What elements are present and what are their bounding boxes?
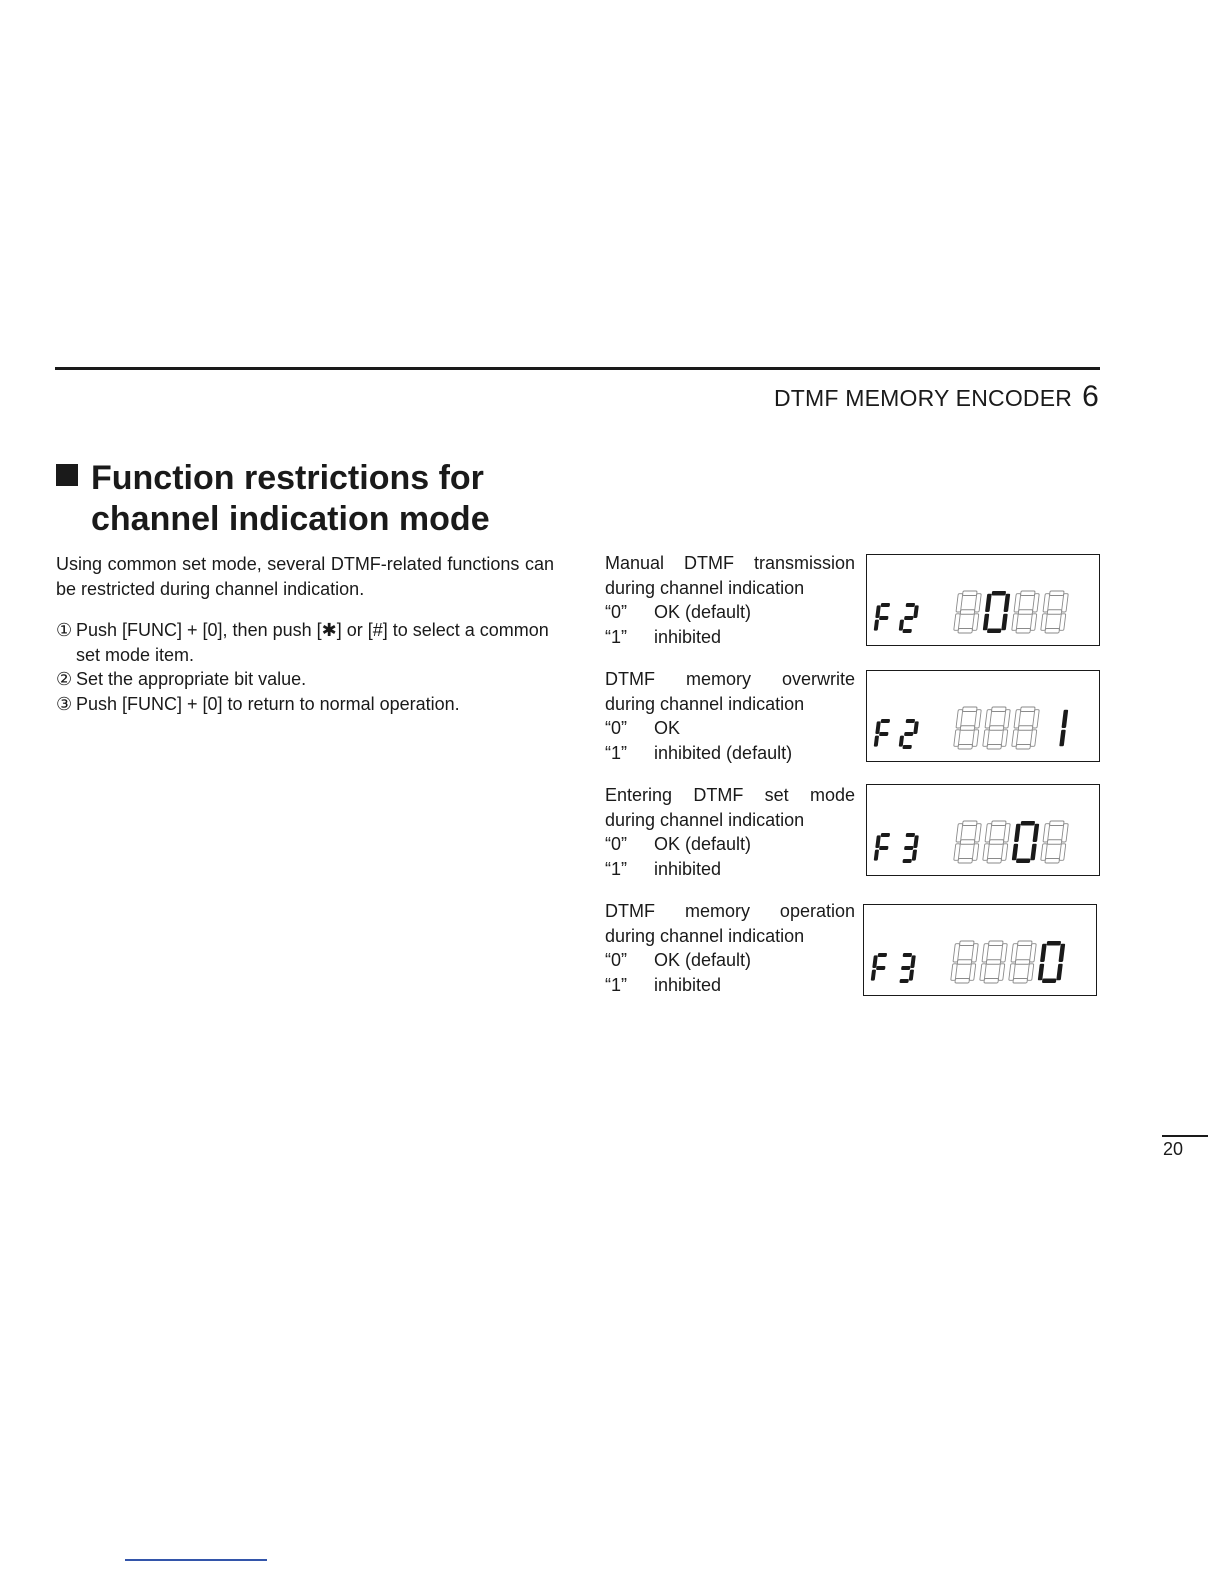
option-label: inhibited (default)	[654, 742, 793, 763]
lcd-graphic	[867, 671, 1099, 761]
segment-lower-right	[1030, 614, 1037, 631]
segment-top	[881, 833, 890, 837]
lcd-display	[863, 904, 1097, 996]
item-option	[605, 948, 855, 973]
chapter-number: 6	[1082, 380, 1099, 413]
segment-upper-left	[985, 594, 992, 612]
segment-bottom	[1045, 629, 1060, 634]
segment-upper-left	[985, 824, 992, 842]
segment-middle	[1047, 840, 1062, 845]
lcd-digit	[1008, 941, 1036, 983]
step-1	[56, 618, 556, 667]
segment-upper-right	[975, 710, 982, 728]
segment-top	[1021, 707, 1036, 712]
segment-upper-left	[1011, 944, 1018, 962]
option-label: OK (default)	[654, 602, 752, 622]
square-bullet-icon	[56, 464, 78, 486]
option-label: inhibited	[654, 626, 722, 647]
segment-top	[881, 603, 890, 607]
segment-upper-right	[913, 605, 919, 618]
segment-lower-left	[899, 736, 904, 747]
segment-lower-left	[983, 844, 990, 861]
lcd-digit	[1040, 821, 1068, 863]
item-option	[605, 857, 855, 882]
option-label: OK (default)	[654, 834, 752, 854]
lcd-graphic	[867, 785, 1099, 875]
segment-bottom	[987, 629, 1002, 634]
segment-lower-left	[1038, 964, 1045, 981]
lcd-digit	[1011, 591, 1039, 633]
segment-top	[1021, 591, 1036, 596]
segment-upper-left	[982, 944, 989, 962]
segment-top	[906, 833, 915, 837]
step-text: Push [FUNC] + [0], then push [✱] or [#] to select a common set mode item.	[76, 620, 549, 665]
segment-upper-left	[1014, 824, 1021, 842]
lcd-digit	[898, 719, 919, 749]
item-option	[605, 625, 855, 650]
segment-middle	[960, 726, 975, 731]
lcd-digit	[979, 941, 1007, 983]
segment-middle	[989, 726, 1004, 731]
segment-upper-right	[1062, 594, 1069, 612]
step-3	[56, 692, 556, 717]
segment-middle	[986, 960, 1001, 965]
item-option	[605, 741, 855, 766]
segment-lower-left	[954, 730, 961, 747]
segment-middle	[1018, 726, 1033, 731]
segment-upper-right	[1004, 594, 1011, 612]
segment-bottom	[1016, 745, 1031, 750]
lcd-digit	[902, 833, 919, 863]
step-number: ①	[56, 620, 73, 640]
item-option	[605, 973, 855, 998]
segment-bottom	[1016, 859, 1031, 864]
segment-upper-right	[1033, 594, 1040, 612]
segment-bottom	[958, 745, 973, 750]
footer-rule	[125, 1559, 267, 1561]
segment-lower-right	[1059, 614, 1066, 631]
option-code: “1”	[605, 858, 627, 879]
segment-top	[1021, 821, 1036, 826]
option-code: “0”	[605, 718, 627, 738]
segment-lower-right	[1030, 730, 1037, 747]
segment-lower-right	[1001, 844, 1008, 861]
option-code: “1”	[605, 974, 627, 995]
segment-upper-left	[956, 710, 963, 728]
segment-top	[992, 591, 1007, 596]
segment-top	[963, 591, 978, 596]
option-code: “0”	[605, 602, 627, 622]
segment-middle	[989, 840, 1004, 845]
segment-lower-right	[1001, 730, 1008, 747]
step-2	[56, 667, 556, 692]
segment-lower-left	[1012, 614, 1019, 631]
segment-bottom	[902, 745, 911, 749]
segment-top	[1018, 941, 1033, 946]
segment-top	[878, 953, 887, 957]
segment-upper-right	[913, 721, 919, 734]
option-code: “1”	[605, 626, 627, 647]
segment-bottom	[1013, 979, 1028, 984]
instruction-steps	[56, 618, 556, 716]
segment-lower-right	[1027, 964, 1034, 981]
segment-lower-right	[1059, 730, 1066, 747]
segment-upper-right	[1033, 824, 1040, 842]
segment-lower-left	[1041, 844, 1048, 861]
segment-middle	[957, 960, 972, 965]
segment-lower-left	[1012, 730, 1019, 747]
option-code: “0”	[605, 834, 627, 854]
lcd-digit	[982, 821, 1010, 863]
option-label: inhibited	[654, 974, 722, 995]
segment-upper-right	[1001, 944, 1008, 962]
segment-middle	[879, 846, 888, 850]
segment-bottom	[987, 859, 1002, 864]
segment-lower-left	[1041, 614, 1048, 631]
segment-lower-right	[972, 844, 979, 861]
page-number: 20	[1163, 1139, 1184, 1159]
lcd-display	[866, 554, 1100, 646]
segment-bottom	[984, 979, 999, 984]
segment-top	[992, 707, 1007, 712]
segment-lower-left	[980, 964, 987, 981]
segment-upper-left	[1043, 594, 1050, 612]
segment-middle	[904, 616, 913, 620]
function-item	[605, 667, 855, 765]
item-title: Manual DTMF transmission during channel indication	[605, 553, 855, 598]
segment-bottom	[958, 859, 973, 864]
intro-paragraph: Using common set mode, several DTMF-related functions can be restricted during channel indication.	[56, 554, 554, 599]
segment-upper-right	[972, 944, 979, 962]
segment-bottom	[955, 979, 970, 984]
item-title: Entering DTMF set mode during channel indication	[605, 785, 855, 830]
section-title-line2: channel indication mode	[91, 500, 490, 538]
segment-lower-left	[871, 970, 876, 981]
segment-lower-left	[874, 850, 879, 861]
section-title-line1: Function restrictions for	[91, 459, 484, 497]
item-option	[605, 716, 855, 741]
segment-middle	[904, 732, 913, 736]
segment-lower-right	[972, 730, 979, 747]
segment-lower-left	[899, 620, 904, 631]
lcd-digit	[1037, 941, 1065, 983]
segment-middle	[876, 966, 885, 970]
segment-upper-left	[985, 710, 992, 728]
option-code: “1”	[605, 742, 627, 763]
segment-top	[903, 953, 912, 957]
segment-upper-left	[875, 721, 881, 734]
segment-upper-left	[1014, 594, 1021, 612]
segment-upper-left	[1040, 944, 1047, 962]
segment-middle	[904, 846, 913, 850]
segment-upper-left	[956, 594, 963, 612]
lcd-digit	[1011, 707, 1039, 749]
segment-lower-right	[909, 970, 914, 981]
segment-bottom	[902, 859, 911, 863]
function-item	[605, 783, 855, 881]
segment-upper-right	[975, 594, 982, 612]
lcd-digit	[982, 707, 1010, 749]
segment-bottom	[1042, 979, 1057, 984]
segment-upper-right	[1033, 710, 1040, 728]
segment-top	[1047, 941, 1062, 946]
segment-lower-right	[1059, 844, 1066, 861]
segment-lower-left	[1012, 844, 1019, 861]
step-text: Set the appropriate bit value.	[76, 669, 307, 689]
segment-middle	[1015, 960, 1030, 965]
segment-upper-left	[1014, 710, 1021, 728]
step-number: ②	[56, 669, 73, 689]
segment-upper-left	[953, 944, 960, 962]
lcd-digit	[953, 707, 981, 749]
lcd-display	[866, 670, 1100, 762]
segment-top	[1050, 591, 1065, 596]
segment-bottom	[1016, 629, 1031, 634]
segment-bottom	[987, 745, 1002, 750]
function-item	[605, 899, 855, 997]
item-option	[605, 600, 855, 625]
segment-top	[906, 603, 915, 607]
lcd-digit	[950, 941, 978, 983]
segment-upper-right	[1059, 944, 1066, 962]
segment-lower-left	[874, 620, 879, 631]
segment-middle	[901, 966, 910, 970]
segment-top	[906, 719, 915, 723]
option-code: “0”	[605, 950, 627, 970]
function-item	[605, 551, 855, 649]
segment-upper-right	[975, 824, 982, 842]
lcd-digit	[898, 603, 919, 633]
segment-lower-right	[1056, 964, 1063, 981]
segment-middle	[879, 616, 888, 620]
option-label: OK	[654, 718, 681, 738]
running-header	[774, 380, 1099, 414]
segment-upper-left	[872, 955, 878, 968]
segment-lower-left	[983, 614, 990, 631]
lcd-digit	[874, 603, 890, 631]
segment-upper-right	[1004, 824, 1011, 842]
segment-top	[963, 707, 978, 712]
segment-bottom	[1045, 859, 1060, 864]
segment-upper-right	[1030, 944, 1037, 962]
lcd-digit	[874, 719, 890, 747]
lcd-digit	[1059, 710, 1068, 747]
segment-lower-left	[951, 964, 958, 981]
section-name: DTMF MEMORY ENCODER	[773, 385, 1073, 411]
option-label: OK (default)	[654, 950, 752, 970]
lcd-digit	[982, 591, 1010, 633]
segment-lower-left	[954, 614, 961, 631]
segment-lower-left	[954, 844, 961, 861]
segment-lower-right	[969, 964, 976, 981]
lcd-digit	[953, 591, 981, 633]
segment-top	[881, 719, 890, 723]
segment-middle	[1018, 610, 1033, 615]
segment-top	[992, 821, 1007, 826]
section-title	[56, 458, 490, 540]
segment-upper-left	[875, 605, 881, 618]
lcd-digit	[1011, 821, 1039, 863]
segment-upper-right	[913, 835, 919, 848]
page-number-rule	[1162, 1135, 1208, 1137]
lcd-digit	[874, 833, 890, 861]
segment-top	[1050, 821, 1065, 826]
segment-middle	[879, 732, 888, 736]
segment-middle	[960, 840, 975, 845]
option-label: inhibited	[654, 858, 722, 879]
segment-bottom	[958, 629, 973, 634]
segment-top	[960, 941, 975, 946]
segment-upper-left	[875, 835, 881, 848]
segment-lower-right	[912, 850, 917, 861]
segment-lower-right	[1001, 614, 1008, 631]
segment-lower-right	[1030, 844, 1037, 861]
segment-middle	[960, 610, 975, 615]
lcd-digit	[953, 821, 981, 863]
lcd-display	[866, 784, 1100, 876]
lcd-digit	[871, 953, 887, 981]
segment-lower-right	[998, 964, 1005, 981]
segment-lower-left	[983, 730, 990, 747]
segment-top	[989, 941, 1004, 946]
lcd-digit	[1040, 591, 1068, 633]
item-title: DTMF memory overwrite during channel indication	[605, 669, 855, 714]
segment-upper-left	[956, 824, 963, 842]
item-option	[605, 832, 855, 857]
segment-lower-left	[1009, 964, 1016, 981]
segment-lower-right	[972, 614, 979, 631]
lcd-graphic	[867, 555, 1099, 645]
segment-lower-left	[874, 736, 879, 747]
item-title: DTMF memory operation during channel indication	[605, 901, 855, 946]
segment-bottom	[899, 979, 908, 983]
segment-upper-right	[910, 955, 916, 968]
segment-bottom	[902, 629, 911, 633]
segment-upper-right	[1004, 710, 1011, 728]
segment-top	[963, 821, 978, 826]
segment-upper-left	[1043, 824, 1050, 842]
lcd-digit	[899, 953, 916, 983]
step-number: ③	[56, 693, 73, 714]
header-rule	[55, 367, 1100, 370]
lcd-graphic	[864, 905, 1096, 995]
segment-upper-right	[1062, 824, 1069, 842]
step-text: Push [FUNC] + [0] to return to normal operation.	[76, 693, 460, 714]
segment-middle	[1047, 610, 1062, 615]
segment-upper-right	[1062, 710, 1069, 728]
